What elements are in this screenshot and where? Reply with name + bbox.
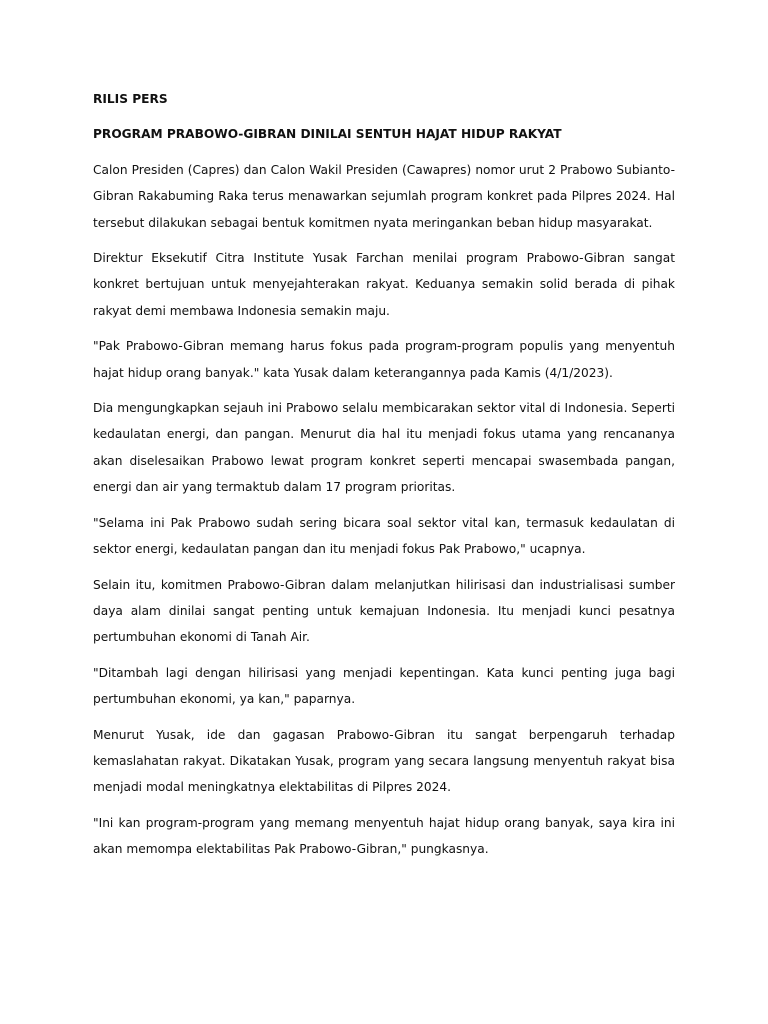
paragraph-1: Calon Presiden (Capres) dan Calon Wakil Presiden (Cawapres) nomor urut 2 Prabowo Subianto-Gibran Rakabuming Raka terus menawarkan sejumlah program konkret pada Pilpres 2024. Hal tersebut dilakukan sebagai bentuk komitmen nyata meringankan beban hidup masyarakat. — [93, 162, 675, 230]
document-label: RILIS PERS — [93, 92, 168, 106]
paragraph-8: Menurut Yusak, ide dan gagasan Prabowo-Gibran itu sangat berpengaruh terhadap kemaslahatan rakyat. Dikatakan Yusak, program yang secara langsung menyentuh rakyat bisa menjadi modal meningkatnya elektabilitas di Pilpres 2024. — [93, 727, 675, 795]
document-body — [93, 86, 675, 872]
paragraph-6: Selain itu, komitmen Prabowo-Gibran dalam melanjutkan hilirisasi dan industrialisasi sumber daya alam dinilai sangat penting untuk kemajuan Indonesia. Itu menjadi kunci pesatnya pertumbuhan ekonomi di Tanah Air. — [93, 577, 675, 645]
paragraph-7: "Ditambah lagi dengan hilirisasi yang menjadi kepentingan. Kata kunci penting juga bagi pertumbuhan ekonomi, ya kan," paparnya. — [93, 665, 675, 707]
paragraph-9: "Ini kan program-program yang memang menyentuh hajat hidup orang banyak, saya kira ini akan memompa elektabilitas Pak Prabowo-Gibran," pungkasnya. — [93, 815, 675, 857]
paragraph-4: Dia mengungkapkan sejauh ini Prabowo selalu membicarakan sektor vital di Indonesia. Seperti kedaulatan energi, dan pangan. Menurut dia hal itu menjadi fokus utama yang rencananya akan diselesaikan Prabowo lewat program konkret seperti mencapai swasembada pangan, energi dan air yang termaktub dalam 17 program prioritas. — [93, 401, 675, 495]
document-headline: PROGRAM PRABOWO-GIBRAN DINILAI SENTUH HAJAT HIDUP RAKYAT — [93, 127, 562, 142]
paragraph-3: "Pak Prabowo-Gibran memang harus fokus pada program-program populis yang menyentuh hajat hidup orang banyak." kata Yusak dalam keterangannya pada Kamis (4/1/2023). — [93, 339, 675, 380]
paragraph-5: "Selama ini Pak Prabowo sudah sering bicara soal sektor vital kan, termasuk kedaulatan di sektor energi, kedaulatan pangan dan itu menjadi fokus Pak Prabowo," ucapnya. — [93, 515, 675, 557]
paragraph-2: Direktur Eksekutif Citra Institute Yusak Farchan menilai program Prabowo-Gibran sangat konkret bertujuan untuk menyejahterakan rakyat. Keduanya semakin solid berada di pihak rakyat demi membawa Indonesia semakin maju. — [93, 251, 675, 318]
